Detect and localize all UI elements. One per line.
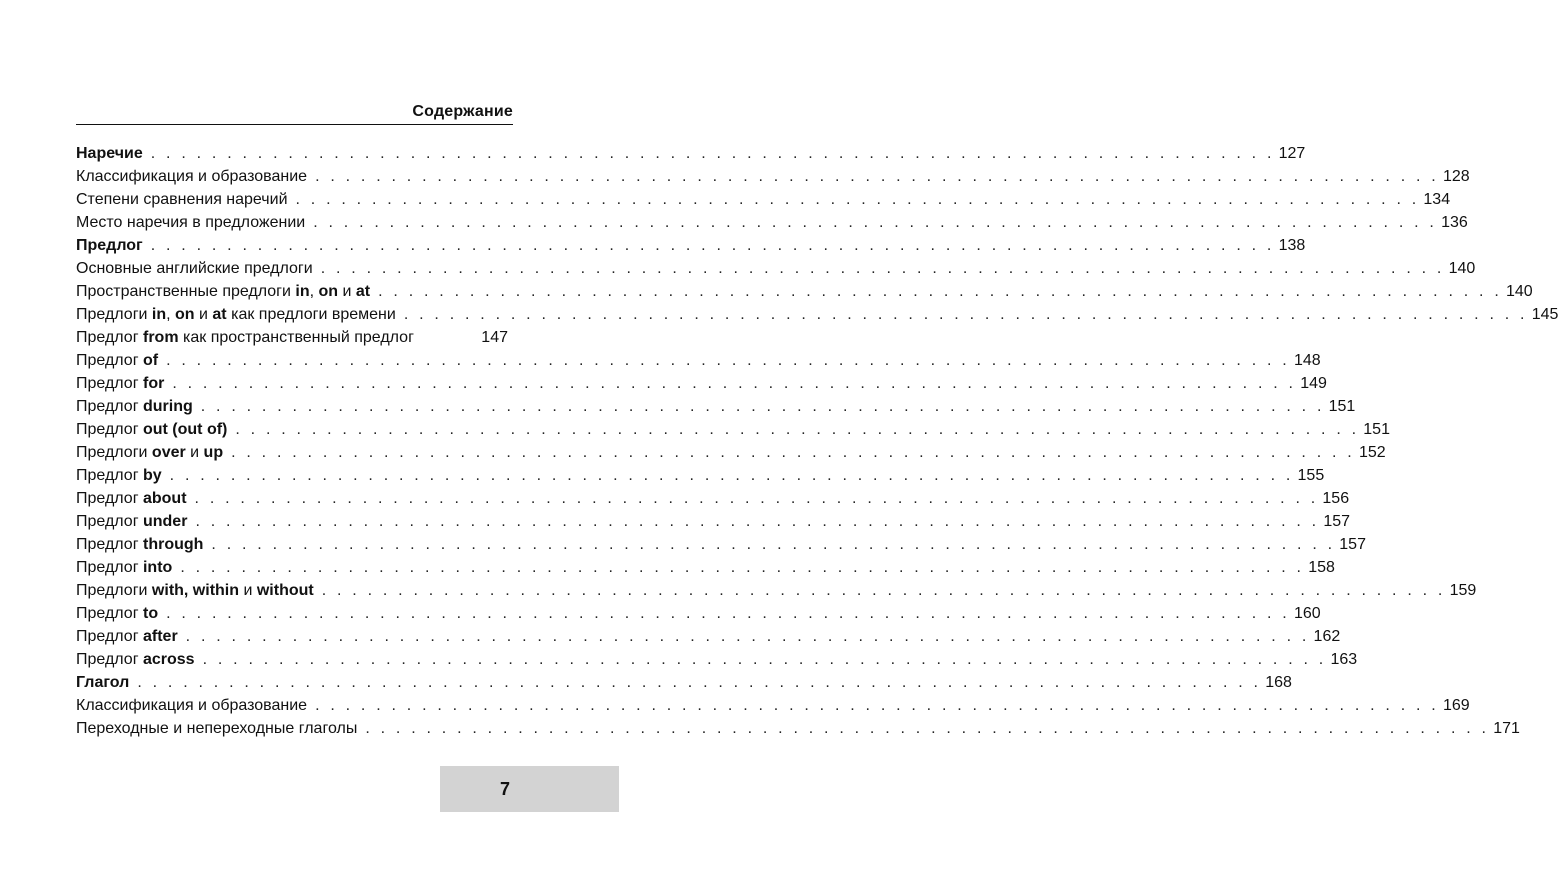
toc-entry (76, 211, 1468, 234)
toc-leader-dots: . . . . . . . . . . . . . . . . . . . . . . . . . . . . . . . . . . . . . . . . . . . . . . . . . . . . . . . . . . . . . . . . . . . . . . . . . . (315, 697, 1439, 714)
toc-page-number: 140 (1448, 260, 1476, 277)
toc-page-number: 127 (1278, 145, 1306, 162)
toc-page-number: 136 (1441, 214, 1468, 231)
toc-title-text: как предлоги времени (226, 306, 396, 323)
toc-leader-dots: . . . . . . . . . . . . . . . . . . . . . . . . . . . . . . . . . . . . . . . . . . . . . . . . . . . . . . . . . . . . . . . . . . . . . . . . . . (378, 283, 1502, 300)
toc-entry-title (76, 510, 187, 533)
toc-page-number: 145 (1531, 306, 1558, 323)
toc-entry (76, 487, 1350, 510)
toc-entry-title (76, 579, 314, 602)
toc-title-text: Предлог (76, 536, 143, 553)
toc-title-text: и (194, 306, 213, 323)
toc-entry (76, 556, 1335, 579)
toc-entry-title (76, 372, 164, 395)
toc-entry (76, 280, 1533, 303)
toc-leader-dots: . . . . . . . . . . . . . . . . . . . . . . . . . . . . . . . . . . . . . . . . . . . . . . . . . . . . . . . . . . . . . . . . . . . . . . . . . . (315, 168, 1439, 185)
toc-title-text: Степени сравнения наречий (76, 191, 288, 208)
toc-title-keyword: of (142, 352, 159, 369)
toc-title-text: Пространственные предлоги (76, 283, 296, 300)
toc-entry (76, 533, 1366, 556)
toc-title-text: Классификация и образование (76, 697, 308, 714)
toc-title-text: Предлог (76, 329, 143, 346)
header-rule (76, 124, 513, 125)
toc-entry-title (76, 418, 227, 441)
toc-title-keyword: on (318, 283, 339, 300)
toc-entry (76, 372, 1327, 395)
toc-title-text: Классификация и образование (76, 168, 308, 185)
toc-title-text: Предлог (76, 375, 143, 392)
toc-title-text: Переходные и непереходные глаголы (76, 720, 358, 737)
toc-title-keyword: in (295, 283, 310, 300)
toc-entry-title (76, 694, 307, 717)
toc-entry-title (76, 464, 162, 487)
toc-title-text: Предлог (76, 628, 143, 645)
toc-entry-title (76, 142, 143, 165)
toc-leader-dots: . . . . . . . . . . . . . . . . . . . . . . . . . . . . . . . . . . . . . . . . . . . . . . . . . . . . . . . . . . . . . . . . . . . . . . . . . . (150, 237, 1275, 254)
toc-title-text: Предлоги (76, 582, 152, 599)
toc-page-number: 169 (1442, 697, 1470, 714)
toc-title-keyword: Наречие (76, 145, 143, 162)
toc-title-keyword: with, within (151, 582, 240, 599)
toc-title-keyword: Предлог (76, 237, 143, 254)
toc-page-number: 158 (1308, 559, 1335, 576)
toc-title-text: Предлоги (76, 444, 152, 461)
toc-leader-dots: . . . . . . . . . . . . . . . . . . . . . . . . . . . . . . . . . . . . . . . . . . . . . . . . . . . . . . . . . . . . . . . . . . . . . . . . . . (195, 513, 1320, 530)
toc-title-text: Предлог (76, 651, 143, 668)
page-number: 7 (499, 779, 510, 799)
toc-title-keyword: in (151, 306, 167, 323)
toc-entry-title (76, 211, 305, 234)
toc-title-keyword: over (151, 444, 186, 461)
toc-page-number: 147 (481, 329, 508, 346)
toc-title-keyword: at (355, 283, 371, 300)
toc-leader-dots: . . . . . . . . . . . . . . . . . . . . . . . . . . . . . . . . . . . . . . . . . . . . . . . . . . . . . . . . . . . . . . . . . . . . . . . . . . (166, 605, 1290, 622)
toc-page-number: 163 (1330, 651, 1358, 668)
toc-title-text: и (338, 283, 356, 300)
toc-entry-title (76, 303, 396, 326)
toc-entry-title (76, 487, 187, 510)
toc-entry-title (76, 441, 223, 464)
toc-entry-title (76, 602, 158, 625)
toc-chapter-entry (76, 142, 1306, 165)
toc-title-keyword: for (142, 375, 165, 392)
toc-page-number: 168 (1265, 674, 1292, 691)
toc-title-text: Предлог (76, 605, 143, 622)
toc-leader-dots: . . . . . . . . . . . . . . . . . . . . . . . . . . . . . . . . . . . . . . . . . . . . . . . . . . . . . . . . . . . . . . . . . . . . . . . . . . (169, 467, 1294, 484)
toc-entry-title (76, 326, 414, 349)
toc-entry (76, 464, 1325, 487)
toc-leader-dots: . . . . . . . . . . . . . . . . . . . . . . . . . . . . . . . . . . . . . . . . . . . . . . . . . . . . . . . . . . . . . . . . . . . . . . . . . . (150, 145, 1275, 162)
toc-leader-dots: . . . . . . . . . . . . . . . . . . . . . . . . . . . . . . . . . . . . . . . . . . . . . . . . . . . . . . . . . . . . . . . . . . . . . . . . . . (185, 628, 1310, 645)
toc-leader-dots: . . . . . . . . . . . . . . . . . . . . . . . . . . . . . . . . . . . . . . . . . . . . . . . . . . . . . . . . . . . . . . . . . . . . . . . . . . (320, 260, 1445, 277)
toc-leader-dots: . . . . . . . . . . . . . . . . . . . . . . . . . . . . . . . . . . . . . . . . . . . . . . . . . . . . . . . . . . . . . . . . . . . . . . . . . . (200, 398, 1325, 415)
toc-page-number: 159 (1449, 582, 1477, 599)
toc-page-number: 171 (1493, 720, 1520, 737)
toc-entry-title (76, 556, 172, 579)
toc-title-keyword: without (256, 582, 314, 599)
toc-page-number: 157 (1339, 536, 1366, 553)
toc-entry-title (76, 671, 129, 694)
toc-title-keyword: up (203, 444, 224, 461)
toc-title-keyword: from (142, 329, 179, 346)
toc-title-keyword: under (142, 513, 188, 530)
toc-title-keyword: during (142, 398, 193, 415)
toc-entry (76, 648, 1358, 671)
toc-title-keyword: across (142, 651, 195, 668)
toc-page-number: 128 (1442, 168, 1470, 185)
toc-title-text: Предлоги (76, 306, 152, 323)
toc-page-number: 138 (1278, 237, 1306, 254)
toc-entry (76, 165, 1470, 188)
toc-entry (76, 257, 1476, 280)
toc-leader-dots: . . . . . . . . . . . . . . . . . . . . . . . . . . . . . . . . . . . . . . . . . . . . . . . . . . . . . . . . . . . . . . . . . . . . . . . . . . (235, 421, 1360, 438)
toc-leader-dots: . . . . . . . . . . . . . . . . . . . . . . . . . . . . . . . . . . . . . . . . . . . . . . . . . . . . . . . . . . . . . . . . . . . . . . . . . . (180, 559, 1305, 576)
toc-entry-title (76, 280, 370, 303)
toc-entry (76, 602, 1321, 625)
toc-title-text: Предлог (76, 513, 143, 530)
toc-title-text: Основные английские предлоги (76, 260, 313, 277)
toc-leader-dots: . . . . . . . . . . . . . . . . . . . . . . . . . . . . . . . . . . . . . . . . . . . . . . . . . . . . . . . . . . . . . . . . . . . . . . . . . . (403, 306, 1528, 323)
toc-leader-dots: . . . . . . . . . . . . . . . . . . . . . . . . . . . . . . . . . . . . . . . . . . . . . . . . . . . . . . . . . . . . . . . . . . . . . . . . . . (202, 651, 1327, 668)
table-of-contents (76, 142, 1558, 740)
toc-page-number: 151 (1363, 421, 1390, 438)
toc-page-number: 149 (1300, 375, 1327, 392)
toc-leader-dots: . . . . . . . . . . . . . . . . . . . . . . . . . . . . . . . . . . . . . . . . . . . . . . . . . . . . . . . . . . . . . . . . . . . . . . . . . . (295, 191, 1420, 208)
toc-title-text: Место наречия в предложении (76, 214, 306, 231)
toc-entry (76, 395, 1356, 418)
toc-leader-dots: . . . . . . . . . . . . . . . . . . . . . . . . . . . . . . . . . . . . . . . . . . . . . . . . . . . . . . . . . . . . . . . . . . . . . . . . . . (211, 536, 1336, 553)
toc-entry (76, 188, 1451, 211)
toc-page-number: 160 (1293, 605, 1321, 622)
toc-page-number: 162 (1313, 628, 1341, 645)
page-number-tab (440, 766, 619, 812)
toc-title-text: и (185, 444, 204, 461)
toc-title-text: и (239, 582, 257, 599)
toc-leader-dots: . . . . . . . . . . . . . . . . . . . . . . . . . . . . . . . . . . . . . . . . . . . . . . . . . . . . . . . . . . . . . . . . . . . . . . . . . . (172, 375, 1297, 392)
toc-title-text: , (166, 306, 176, 323)
toc-entry-title (76, 533, 203, 556)
toc-page-number: 134 (1423, 191, 1451, 208)
toc-title-text: , (309, 283, 319, 300)
toc-chapter-entry (76, 671, 1292, 694)
toc-leader-dots: . . . . . . . . . . . . . . . . . . . . . . . . . . . . . . . . . . . . . . . . . . . . . . . . . . . . . . . . . . . . . . . . . . . . . . . . . . (137, 674, 1262, 691)
toc-title-text: как пространственный предлог (178, 329, 414, 346)
toc-title-text: Предлог (76, 398, 143, 415)
toc-entry (76, 326, 508, 349)
toc-title-keyword: through (142, 536, 204, 553)
toc-title-text: Предлог (76, 490, 143, 507)
toc-page-number: 140 (1506, 283, 1533, 300)
toc-title-text: Предлог (76, 421, 143, 438)
toc-leader-dots: . . . . . . . . . . . . . . . . . . . . . . . . . . . . . . . . . . . . . . . . . . . . . . . . . . . . . . . . . . . . . . . . . . . . . . . . . . (313, 214, 1438, 231)
toc-page-number: 151 (1328, 398, 1356, 415)
toc-title-text: Предлог (76, 559, 143, 576)
toc-entry-title (76, 165, 307, 188)
toc-leader-dots: . . . . . . . . . . . . . . . . . . . . . . . . . . . . . . . . . . . . . . . . . . . . . . . . . . . . . . . . . . . . . . . . . . . . . . . . . . (321, 582, 1446, 599)
toc-title-keyword: after (142, 628, 178, 645)
toc-entry-title (76, 717, 357, 740)
toc-entry (76, 694, 1470, 717)
toc-entry (76, 349, 1321, 372)
running-header-title: Содержание (412, 103, 513, 120)
toc-entry (76, 418, 1390, 441)
toc-title-keyword: by (142, 467, 162, 484)
toc-leader-dots: . . . . . . . . . . . . . . . . . . . . . . . . . . . . . . . . . . . . . . . . . . . . . . . . . . . . . . . . . . . . . . . . . . . . . . . . . . (365, 720, 1490, 737)
toc-entry-title (76, 234, 143, 257)
toc-title-keyword: about (142, 490, 187, 507)
toc-entry-title (76, 349, 158, 372)
toc-entry (76, 510, 1351, 533)
toc-page-number: 157 (1323, 513, 1351, 530)
toc-chapter-entry (76, 234, 1306, 257)
toc-page-number: 156 (1322, 490, 1350, 507)
toc-title-text: Предлог (76, 467, 143, 484)
toc-entry-title (76, 257, 313, 280)
toc-page-number: 148 (1293, 352, 1321, 369)
toc-title-text: Предлог (76, 352, 143, 369)
toc-leader-dots: . . . . . . . . . . . . . . . . . . . . . . . . . . . . . . . . . . . . . . . . . . . . . . . . . . . . . . . . . . . . . . . . . . . . . . . . . . (231, 444, 1355, 461)
toc-entry (76, 303, 1558, 326)
toc-entry-title (76, 625, 178, 648)
toc-leader-dots: . . . . . . . . . . . . . . . . . . . . . . . . . . . . . . . . . . . . . . . . . . . . . . . . . . . . . . . . . . . . . . . . . . . . . . . . . . (194, 490, 1319, 507)
toc-page-number: 152 (1358, 444, 1386, 461)
toc-leader-dots: . . . . . . . . . . . . . . . . . . . . . . . . . . . . . . . . . . . . . . . . . . . . . . . . . . . . . . . . . . . . . . . . . . . . . . . . . . (166, 352, 1290, 369)
toc-title-keyword: out (out of) (142, 421, 228, 438)
toc-page-number: 155 (1297, 467, 1325, 484)
toc-entry (76, 579, 1477, 602)
toc-title-keyword: to (142, 605, 159, 622)
toc-entry-title (76, 648, 195, 671)
toc-title-keyword: into (142, 559, 173, 576)
toc-entry (76, 625, 1341, 648)
toc-entry (76, 441, 1386, 464)
toc-entry-title (76, 395, 193, 418)
toc-entry-title (76, 188, 288, 211)
toc-title-keyword: at (212, 306, 227, 323)
toc-title-keyword: Глагол (76, 674, 130, 691)
toc-entry (76, 717, 1520, 740)
toc-title-keyword: on (175, 306, 195, 323)
